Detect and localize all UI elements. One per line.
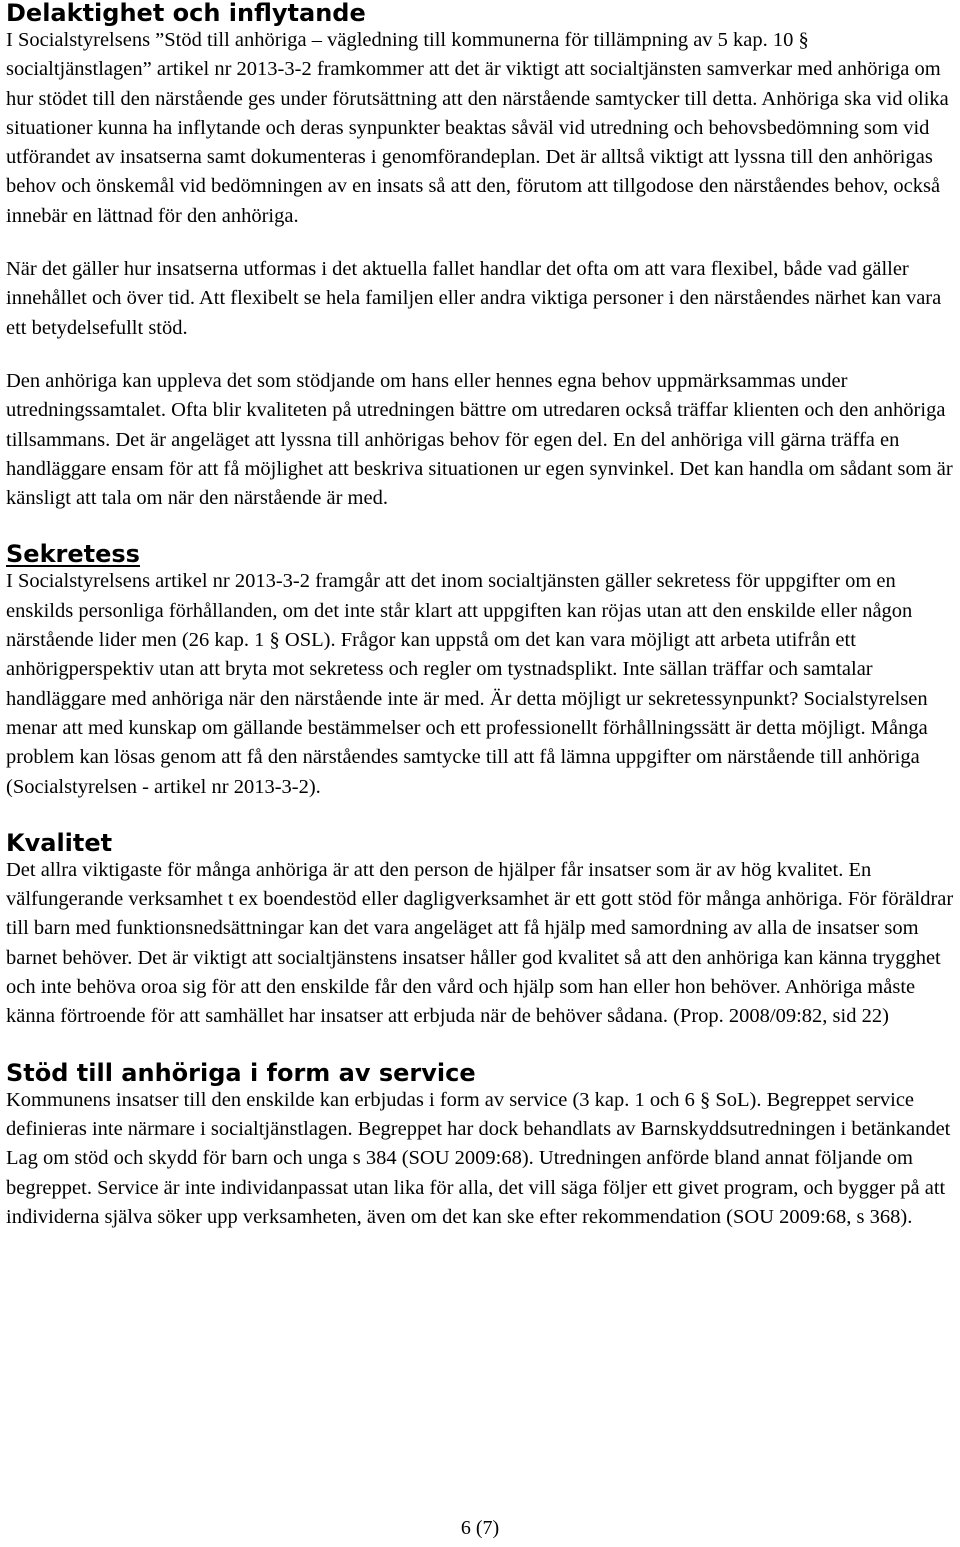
section-heading-kvalitet: Kvalitet: [6, 828, 113, 857]
document-page: [6, 0, 958, 1232]
paragraph: I Socialstyrelsens ”Stöd till anhöriga – vägledning till kommunerna för tillämpning av 5 kap. 10 § socialtjänstlagen” artikel nr 2013-3-2 framkommer att det är viktigt att socialtjänsten samverkar med anhöriga om hur stödet till den närstående ges under förutsättning att den närstående samtycker till detta. Anhöriga ska vid olika situationer kunna ha inflytande och deras synpunkter beaktas såväl vid utredning och behovsbedömning som vid utförandet av insatserna samt dokumenteras i genomförandeplan. Det är alltså viktigt att lyssna till den anhörigas behov och önskemål vid bedömningen av en insats så att den, förutom att tillgodose den närståendes behov, också innebär en lättnad för den anhöriga.: [6, 29, 949, 227]
section-heading-sekretess: Sekretess: [6, 540, 140, 569]
paragraph: När det gäller hur insatserna utformas i det aktuella fallet handlar det ofta om att vara flexibel, både vad gäller innehållet och över tid. Att flexibelt se hela familjen eller andra viktiga personer i den närståendes närhet kan vara ett betydelsefullt stöd.: [6, 258, 942, 339]
section-heading-delaktighet: Delaktighet och inflytande: [6, 0, 366, 27]
paragraph: I Socialstyrelsens artikel nr 2013-3-2 framgår att det inom socialtjänsten gäller sekretess för uppgifter om en enskilds personliga förhållanden, om det inte står klart att uppgiften kan röjas utan att den enskilde eller någon närstående lider men (26 kap. 1 § OSL). Frågor kan uppstå om det kan vara möjligt att arbeta utifrån ett anhörigperspektiv utan att bryta mot sekretess och regler om tystnadsplikt. Inte sällan träffar och samtalar handläggare med anhöriga när den närstående inte är med. Är detta möjligt ur sekretessynpunkt? Socialstyrelsen menar att med kunskap om gällande bestämmelser och ett professionellt förhållningssätt är detta möjligt. Många problem kan lösas genom att få den närståendes samtycke till att få lämna uppgifter om närstående till anhöriga (Socialstyrelsen - artikel nr 2013-3-2).: [6, 570, 928, 798]
paragraph: Den anhöriga kan uppleva det som stödjande om hans eller hennes egna behov uppmärksammas under utredningssamtalet. Ofta blir kvaliteten på utredningen bättre om utredaren också träffar klienten och den anhöriga tillsammans. Det är angeläget att lyssna till anhörigas behov för egen del. En del anhöriga vill gärna träffa en handläggare ensam för att få möjlighet att beskriva situationen ur egen synvinkel. Det kan handla om sådant som är känsligt att tala om när den närstående är med.: [6, 369, 953, 510]
paragraph: Det allra viktigaste för många anhöriga är att den person de hjälper får insatser som är av hög kvalitet. En välfungerande verksamhet t ex boendestöd eller dagligverksamhet är ett gott stöd för många anhöriga. För föräldrar till barn med funktionsnedsättningar kan det vara angeläget att få hjälp med samordning av alla de insatser som barnet behöver. Det är viktigt att socialtjänstens insatser håller god kvalitet så att den anhöriga kan känna trygghet och inte behöva oroa sig för att den enskilde får den vård och hjälp som han eller hon behöver. Anhöriga måste känna förtroende för att samhället har insatser att erbjuda när de behöver sådana. (Prop. 2008/09:82, sid 22): [6, 858, 954, 1028]
paragraph: Kommunens insatser till den enskilde kan erbjudas i form av service (3 kap. 1 och 6 § SoL). Begreppet service definieras inte närmare i socialtjänstlagen. Begreppet har dock behandlats av Barnskyddsutredningen i betänkandet Lag om stöd och skydd för barn och unga s 384 (SOU 2009:68). Utredningen anförde bland annat följande om begreppet. Service är inte individanpassat utan lika för alla, det vill säga följer ett givet program, och bygger på att individerna själva söker upp verksamheten, även om det kan ske efter rekommendation (SOU 2009:68, s 368).: [6, 1088, 951, 1228]
section-heading-service: Stöd till anhöriga i form av service: [6, 1058, 476, 1087]
page-number: 6 (7): [460, 1517, 500, 1539]
